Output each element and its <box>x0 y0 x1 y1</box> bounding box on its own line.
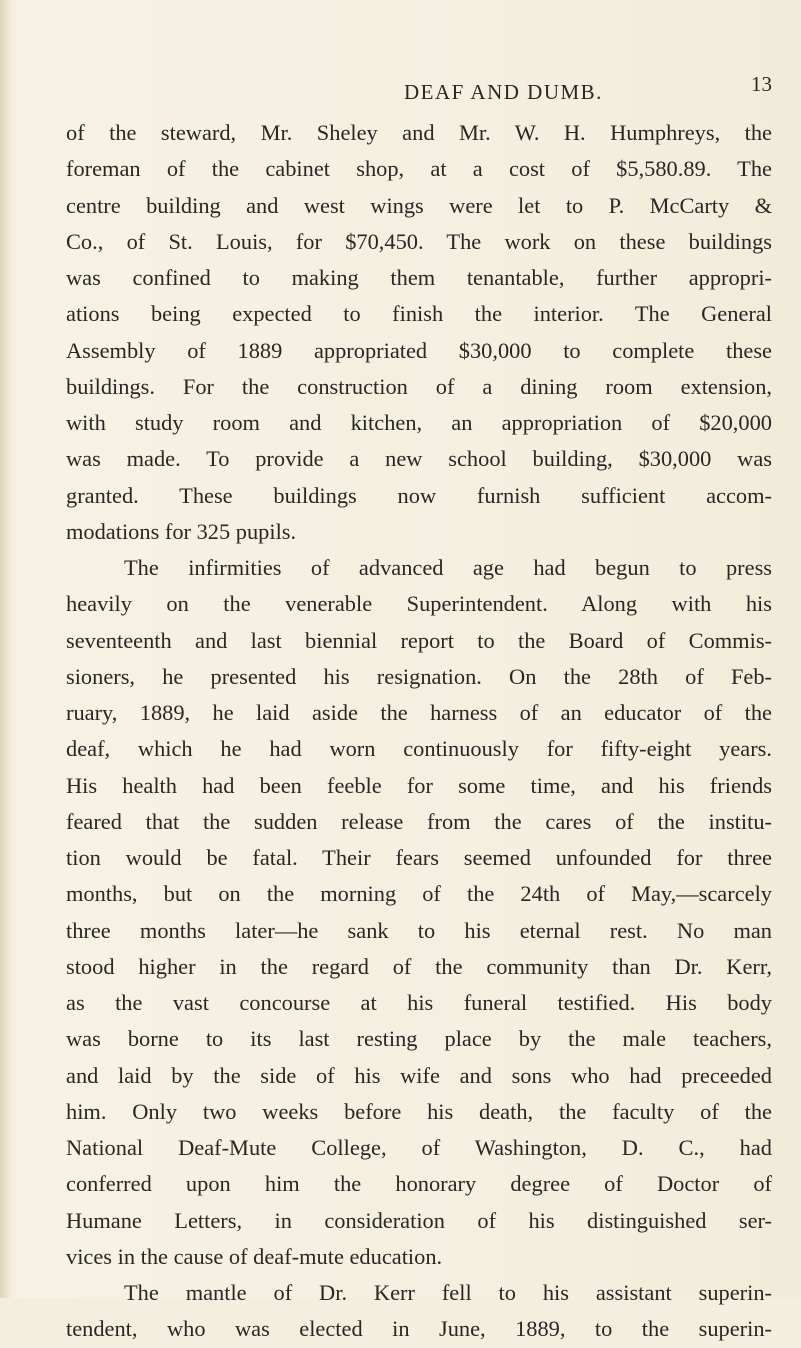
text-line: and laid by the side of his wife and sons who had preceeded <box>66 1062 772 1088</box>
text-line: Assembly of 1889 appropriated $30,000 to complete these <box>66 337 772 363</box>
paragraph-start-line: The infirmities of advanced age had begun to press <box>124 555 772 580</box>
page-header <box>66 72 772 108</box>
text-line: of the steward, Mr. Sheley and Mr. W. H. Humphreys, the <box>66 120 772 145</box>
running-head: DEAF AND DUMB. <box>404 80 603 104</box>
page-gutter-shadow <box>0 0 10 1298</box>
text-line: deaf, which he had worn continuously for fifty-eight years. <box>66 736 772 762</box>
page-number: 13 <box>751 72 772 96</box>
text-line: centre building and west wings were let to P. McCarty & <box>66 192 772 218</box>
body-text <box>66 115 772 1348</box>
text-line: feared that the sudden release from the cares of the institu- <box>66 808 772 834</box>
text-line: sioners, he presented his resignation. On the 28th of Feb- <box>66 663 772 689</box>
text-line: tendent, who was elected in June, 1889, to the superin- <box>66 1316 772 1342</box>
text-line: as the vast concourse at his funeral testified. His body <box>66 990 772 1015</box>
text-line: with study room and kitchen, an appropriation of $20,000 <box>66 410 772 435</box>
text-line: ruary, 1889, he laid aside the harness of an educator of the <box>66 700 772 725</box>
text-line: Co., of St. Louis, for $70,450. The work on these buildings <box>66 228 772 254</box>
text-line: National Deaf-Mute College, of Washington, D. C., had <box>66 1135 772 1160</box>
paragraph-end-line: vices in the cause of deaf-mute education. <box>66 1243 443 1269</box>
paragraph-end-line: modations for 325 pupils. <box>66 518 297 544</box>
text-line: conferred upon him the honorary degree of Doctor of <box>66 1171 772 1197</box>
text-line: Humane Letters, in consideration of his distinguished ser- <box>66 1207 772 1233</box>
paragraph-start-line: The mantle of Dr. Kerr fell to his assistant superin- <box>124 1280 772 1305</box>
text-line: him. Only two weeks before his death, the faculty of the <box>66 1098 772 1124</box>
text-line: was confined to making them tenantable, further appropri- <box>66 265 772 290</box>
text-line: heavily on the venerable Superintendent. Along with his <box>66 591 772 617</box>
text-line: was borne to its last resting place by the male teachers, <box>66 1026 772 1052</box>
text-line: seventeenth and last biennial report to the Board of Commis- <box>66 627 772 653</box>
text-line: His health had been feeble for some time, and his friends <box>66 772 772 798</box>
text-line: foreman of the cabinet shop, at a cost of $5,580.89. The <box>66 156 772 182</box>
text-line: tion would be fatal. Their fears seemed unfounded for three <box>66 845 772 870</box>
text-line: three months later—he sank to his eternal rest. No man <box>66 917 772 943</box>
text-line: ations being expected to finish the interior. The General <box>66 301 772 327</box>
text-line: stood higher in the regard of the community than Dr. Kerr, <box>66 953 772 979</box>
text-line: was made. To provide a new school building, $30,000 was <box>66 446 772 472</box>
text-line: granted. These buildings now furnish sufficient accom- <box>66 482 772 508</box>
text-line: months, but on the morning of the 24th of May,—scarcely <box>66 881 772 907</box>
text-line: buildings. For the construction of a dining room extension, <box>66 373 772 399</box>
